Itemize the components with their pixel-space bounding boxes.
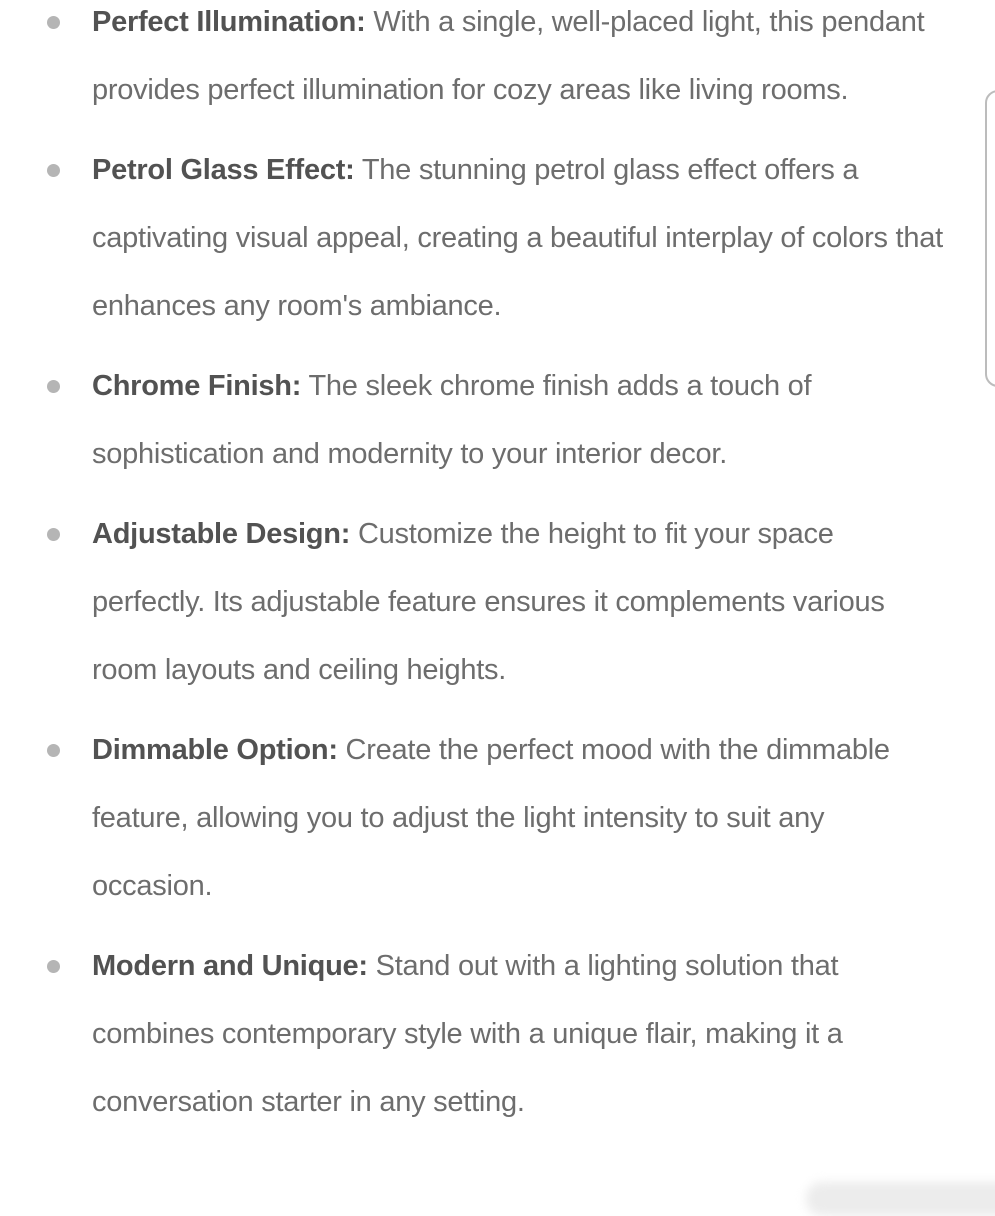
feature-item (92, 500, 952, 704)
bullet-dot-icon (47, 380, 60, 393)
bottom-edge-overlay (806, 1182, 995, 1216)
feature-text (92, 352, 952, 488)
feature-list (92, 0, 952, 1136)
feature-item (92, 716, 952, 920)
feature-title: Chrome Finish: (92, 370, 302, 402)
feature-text (92, 136, 952, 340)
feature-description: Create the perfect mood with the dimmable feature, allowing you to adjust the light intensity to suit any occasion. (92, 734, 890, 902)
feature-item (92, 0, 952, 124)
feature-item (92, 136, 952, 340)
scrollbar-thumb[interactable] (985, 90, 995, 387)
bullet-dot-icon (47, 960, 60, 973)
feature-text (92, 0, 952, 124)
feature-title: Modern and Unique: (92, 950, 368, 982)
feature-description: The sleek chrome finish adds a touch of sophistication and modernity to your interior decor. (92, 370, 812, 470)
feature-text (92, 716, 952, 920)
feature-item (92, 932, 952, 1136)
feature-title: Dimmable Option: (92, 734, 338, 766)
bullet-dot-icon (47, 16, 60, 29)
bullet-dot-icon (47, 744, 60, 757)
feature-text (92, 932, 952, 1136)
bullet-dot-icon (47, 528, 60, 541)
feature-title: Adjustable Design: (92, 518, 351, 550)
feature-title: Petrol Glass Effect: (92, 154, 355, 186)
feature-text (92, 500, 952, 704)
bullet-dot-icon (47, 164, 60, 177)
feature-description: With a single, well-placed light, this pendant provides perfect illumination for cozy areas like living rooms. (92, 6, 925, 106)
feature-description: Customize the height to fit your space perfectly. Its adjustable feature ensures it complements various room layouts and ceiling heights. (92, 518, 885, 686)
feature-title: Perfect Illumination: (92, 6, 366, 38)
feature-item (92, 352, 952, 488)
feature-description: The stunning petrol glass effect offers a captivating visual appeal, creating a beautiful interplay of colors that enhances any room's ambiance. (92, 154, 943, 322)
feature-description: Stand out with a lighting solution that combines contemporary style with a unique flair, making it a conversation starter in any setting. (92, 950, 843, 1118)
